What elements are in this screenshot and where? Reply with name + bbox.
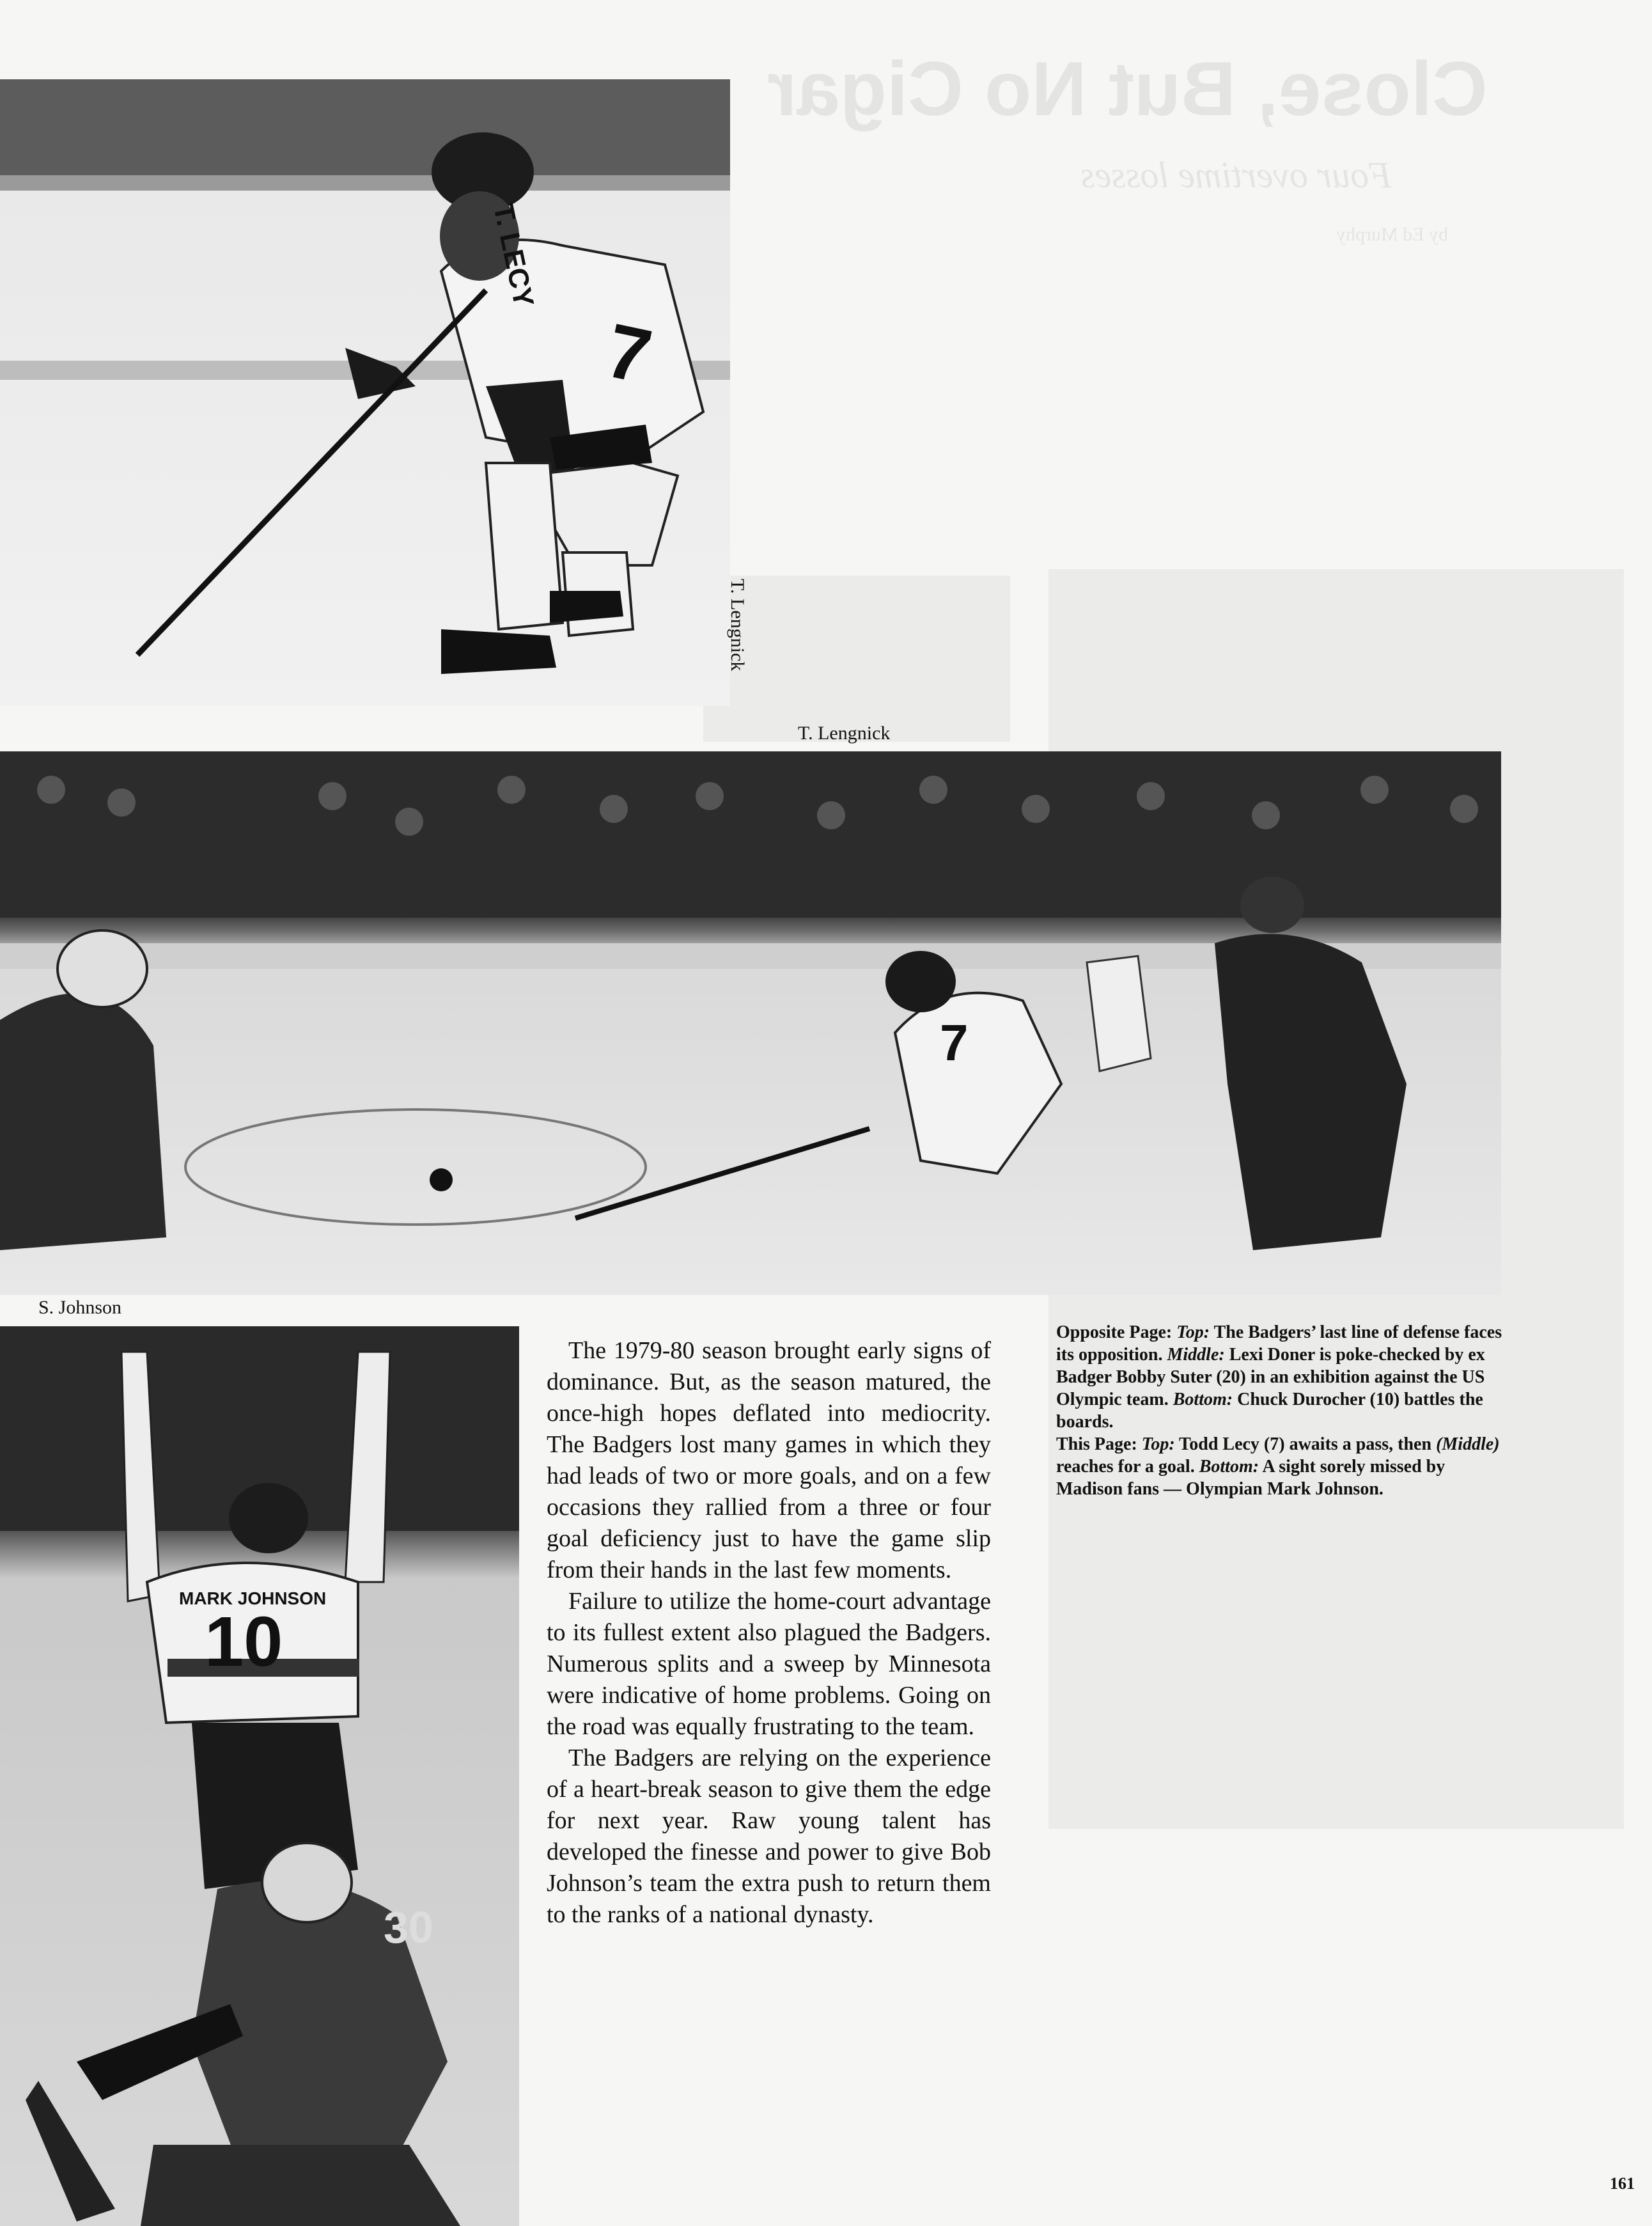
- middle-photo-art: [0, 751, 1501, 1295]
- caption-this-middle-label: (Middle): [1436, 1434, 1500, 1454]
- bottom-jersey-number: 10: [205, 1603, 283, 1681]
- caption-opposite-bottom-label: Bottom:: [1173, 1390, 1233, 1409]
- body-paragraph-1: The 1979-80 season brought early signs of dominance. But, as the season matured, the once-high hopes deflated into mediocrity. The Badgers lost many games in which they had leads of two or more goals, and on a few occasions they rallied from a three or four goal deficiency just to have the game slip from their hands in the last few moments.: [547, 1337, 991, 1583]
- bottom-photo-art: [0, 1326, 519, 2226]
- caption-this-bottom-text: A sight sorely missed by Madison fans — Olympian Mark Johnson.: [1056, 1457, 1446, 1499]
- caption-this-page: [1056, 1433, 1502, 1500]
- middle-jersey-number: 7: [940, 1014, 969, 1071]
- photo-caption: [1056, 1321, 1502, 1500]
- bottom-jersey-name: MARK JOHNSON: [179, 1588, 327, 1608]
- article-body: [547, 1335, 991, 1931]
- caption-opposite-middle-label: Middle:: [1167, 1345, 1225, 1365]
- page-number: 161: [1610, 2174, 1635, 2193]
- top-jersey-name: T. LECY: [487, 201, 540, 310]
- caption-this-top-text: Todd Lecy (7) awaits a pass, then: [1179, 1434, 1432, 1454]
- goalie-number: 30: [384, 1902, 433, 1952]
- body-paragraph-2: Failure to utilize the home-court advantage to its fullest extent also plagued the Badgers. Numerous splits and a sweep by Minnesota were indicative of home problems. Going on the road was equally frustrating to the team.: [547, 1588, 991, 1740]
- photo-credit-top: T. Lengnick: [727, 579, 748, 671]
- caption-this-top-label: Top:: [1141, 1434, 1175, 1454]
- photo-middle-game-action: [0, 751, 1501, 1295]
- ghost-text-block: [703, 576, 1010, 742]
- body-paragraph-3: The Badgers are relying on the experience of a heart-break season to give them the edge for next year. Raw young talent has developed the finesse and power to give Bob Johnson’s team the extra push to return them to the ranks of a national dynasty.: [547, 1744, 991, 1928]
- ghost-byline: by Ed Murphy: [1336, 224, 1448, 245]
- photo-credit-bottom: S. Johnson: [38, 1297, 122, 1318]
- photo-top-player-skating: [0, 79, 730, 706]
- caption-opposite-page: [1056, 1321, 1502, 1433]
- photo-bottom-mark-johnson: [0, 1326, 519, 2226]
- caption-opposite-lead: Opposite Page:: [1056, 1322, 1173, 1342]
- caption-this-middle-text: reaches for a goal.: [1056, 1457, 1195, 1477]
- caption-opposite-bottom-text: Chuck Durocher (10) battles the boards.: [1056, 1390, 1483, 1432]
- caption-opposite-middle-text: Lexi Doner is poke-checked by ex Badger Bobby Suter (20) in an exhibition against the US Olympic team.: [1056, 1345, 1485, 1409]
- caption-this-bottom-label: Bottom:: [1199, 1457, 1259, 1477]
- ghost-subtitle: Four overtime losses: [1080, 154, 1392, 196]
- top-jersey-number: 7: [598, 307, 658, 400]
- caption-opposite-top-label: Top:: [1176, 1322, 1210, 1342]
- caption-this-lead: This Page:: [1056, 1434, 1137, 1454]
- caption-opposite-top-text: The Badgers’ last line of defense faces its opposition.: [1056, 1322, 1502, 1365]
- ghost-title: Close, But No Cigar: [767, 46, 1488, 132]
- photo-credit-middle: T. Lengnick: [798, 723, 891, 744]
